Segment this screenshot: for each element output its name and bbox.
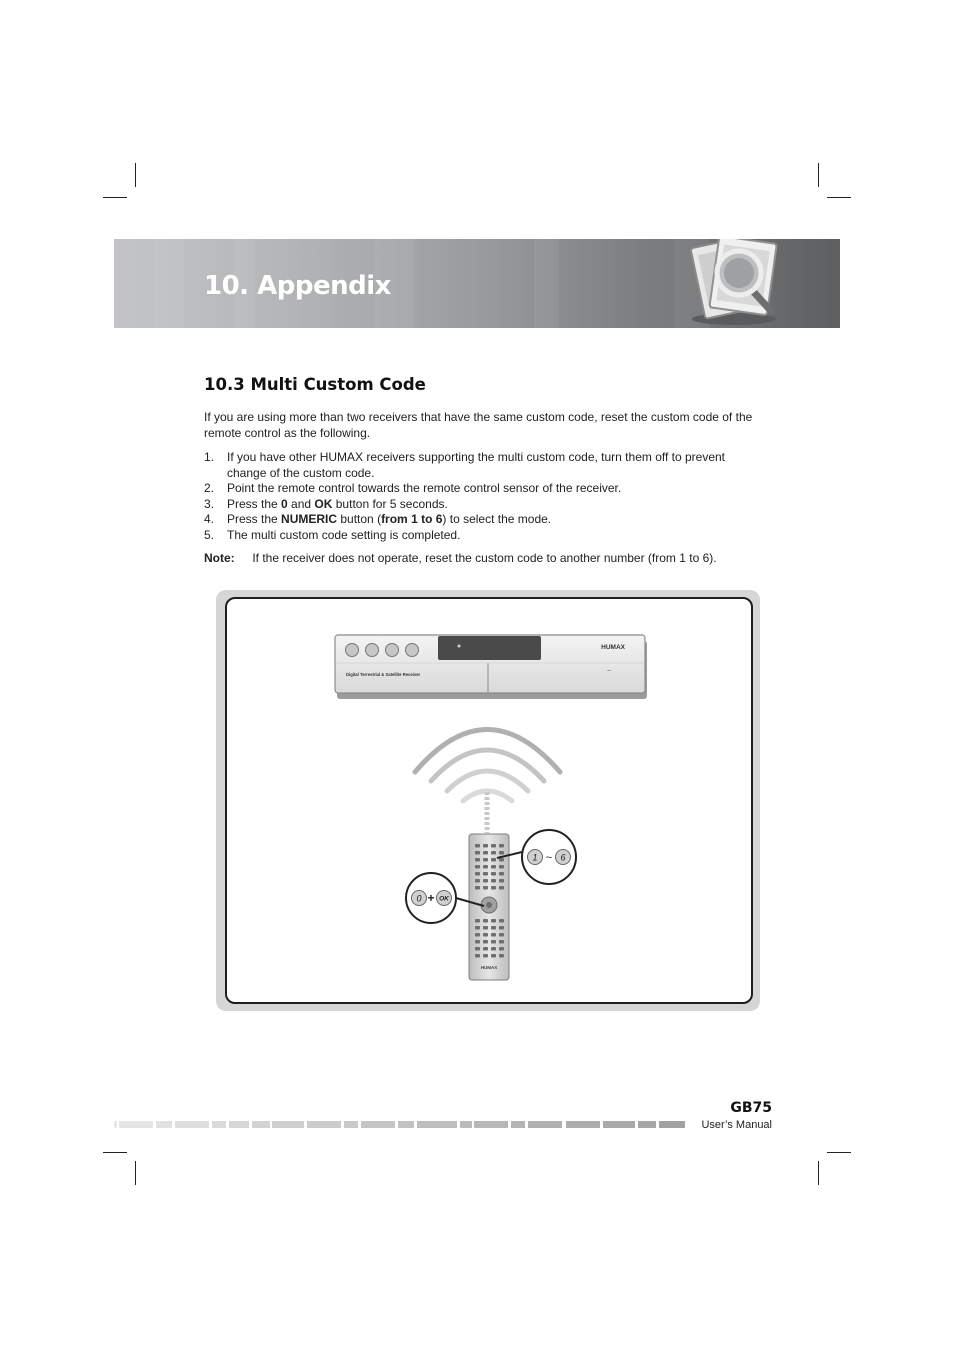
footer-bar-segment [398,1121,414,1128]
remote-key-icon [491,933,496,937]
crop-mark [827,197,851,198]
footer-bar-segment [659,1121,685,1128]
receiver-brand: HUMAX [601,644,625,651]
receiver-button [406,644,419,657]
remote-key-icon [475,940,480,944]
remote-key-icon [475,858,480,862]
remote-key-icon [499,865,504,869]
crop-mark [103,1152,127,1153]
footer-bar-segment [361,1121,395,1128]
model-name: GB75 [730,1100,772,1116]
remote-key-icon [491,844,496,848]
steps-list [204,450,764,543]
remote-key-icon [499,879,504,883]
footer-bar-segment [417,1121,457,1128]
callout-numeric [522,830,576,884]
remote-key-icon [499,872,504,876]
footer-bar-segment [175,1121,209,1128]
receiver-button [386,644,399,657]
crop-mark [135,163,136,187]
remote-key-icon [499,886,504,890]
step-item [204,497,764,513]
magnifier-document-icon [659,239,799,326]
remote-key-icon [499,933,504,937]
callout-zero-ok [406,873,456,923]
note [204,551,764,567]
step-bold-text: 0 [281,496,288,511]
remote-key-icon [491,858,496,862]
step-text: Press the [227,496,282,511]
remote-key-icon [483,865,488,869]
crop-mark [818,163,819,187]
tilde-sign: ~ [545,852,553,864]
remote-key-icon [483,926,488,930]
step-item [204,450,764,481]
remote-key-icon [483,919,488,923]
remote-key-icon [499,940,504,944]
remote-key-icon [475,872,480,876]
remote-key-icon [499,919,504,923]
remote-key-icon [491,872,496,876]
illustration [225,597,753,1004]
receiver-button [346,644,359,657]
step-item [204,512,764,528]
remote-key-icon [483,879,488,883]
remote-key-icon [491,926,496,930]
remote-key-icon [491,947,496,951]
crop-mark [103,197,127,198]
footer-bar-segment [272,1121,304,1128]
step-number: 3. [204,496,215,511]
step-number: 5. [204,527,215,542]
footer-bar-segment [460,1121,472,1128]
remote-key-icon [483,933,488,937]
remote-key-icon [483,851,488,855]
remote-key-icon [491,879,496,883]
footer-bar-segment [252,1121,270,1128]
footer-bar-segment [566,1121,600,1128]
crop-mark [818,1161,819,1185]
note-text: If the receiver does not operate, reset the custom code to another number (from 1 to 6). [252,551,717,565]
remote-key-icon [499,947,504,951]
receiver-caption: Digital Terrestrial & Satellite Receiver [346,672,421,677]
step-number: 4. [204,512,215,526]
footer-bar-segment [638,1121,656,1128]
remote-key-icon [475,879,480,883]
remote-key-icon [475,919,480,923]
footer-bar-segment [528,1121,562,1128]
remote-brand: HUMAX [480,965,498,970]
footer-bar-segment [344,1121,358,1128]
footer-bar-segment [603,1121,635,1128]
step-text: ) to select the mode. [442,512,552,526]
receiver-button [366,644,379,657]
remote-key-icon [491,940,496,944]
remote-key-icon [483,872,488,876]
footer-bar-segment [474,1121,508,1128]
step-bold-text: OK [314,496,333,511]
note-label: Note: [204,551,235,565]
step-text: button for 5 seconds. [332,496,448,511]
remote-key-icon [475,954,480,958]
step-text: and [287,496,315,511]
plus-sign: + [427,891,435,905]
remote-key-icon [483,858,488,862]
step-number: 2. [204,481,215,495]
remote-key-icon [491,919,496,923]
manual-label: User’s Manual [701,1119,772,1131]
step-item [204,528,764,544]
crop-mark [827,1152,851,1153]
remote-key-icon [499,954,504,958]
zero-key-label: 0 [416,893,422,904]
remote-key-icon [499,926,504,930]
receiver-logo: ~ [606,668,612,675]
section-title: 10.3 Multi Custom Code [204,375,426,394]
chapter-title: 10. Appendix [204,271,391,301]
footer-bar-segment [212,1121,226,1128]
footer-bar-segment [229,1121,249,1128]
remote-key-icon [483,844,488,848]
crop-mark [135,1161,136,1185]
step-text: If you have other HUMAX receivers supporting the multi custom code, turn them off to prevent change of the custom code. [227,450,726,480]
remote-key-icon [499,844,504,848]
six-key-label: 6 [560,852,566,863]
remote-key-icon [475,865,480,869]
step-text: button ( [337,512,382,526]
remote-key-icon [475,886,480,890]
remote-key-icon [475,851,480,855]
remote-key-icon [499,858,504,862]
intro-paragraph: If you are using more than two receivers that have the same custom code, reset the custom code of the remote control as the following. [204,410,753,440]
remote-key-icon [491,865,496,869]
step-text: The multi custom code setting is completed. [227,527,461,542]
step-bold-text: from 1 to 6 [381,512,443,526]
remote-key-icon [475,926,480,930]
step-item [204,481,764,497]
remote-key-icon [491,851,496,855]
remote-key-icon [499,851,504,855]
one-key-label: 1 [532,852,538,863]
footer-bar-segment [511,1121,525,1128]
remote-key-icon [483,954,488,958]
receiver-display [438,636,541,660]
remote-key-icon [483,940,488,944]
remote-key-icon [483,886,488,890]
remote-key-icon [475,933,480,937]
remote-key-icon [491,954,496,958]
step-text: Press the [227,512,282,526]
footer-bar-segment [307,1121,341,1128]
step-number: 1. [204,450,215,464]
ok-key-label: OK [439,895,449,903]
footer-bar-segment [119,1121,153,1128]
step-text: Point the remote control towards the remote control sensor of the receiver. [227,481,622,495]
remote-key-icon [483,947,488,951]
step-bold-text: NUMERIC [281,512,338,526]
footer-bar-segment [156,1121,172,1128]
footer-bar-segment [114,1121,117,1128]
signal-waves [415,730,560,802]
receiver [335,635,647,699]
remote-key-icon [491,886,496,890]
remote-key-icon [475,947,480,951]
remote-key-icon [475,844,480,848]
